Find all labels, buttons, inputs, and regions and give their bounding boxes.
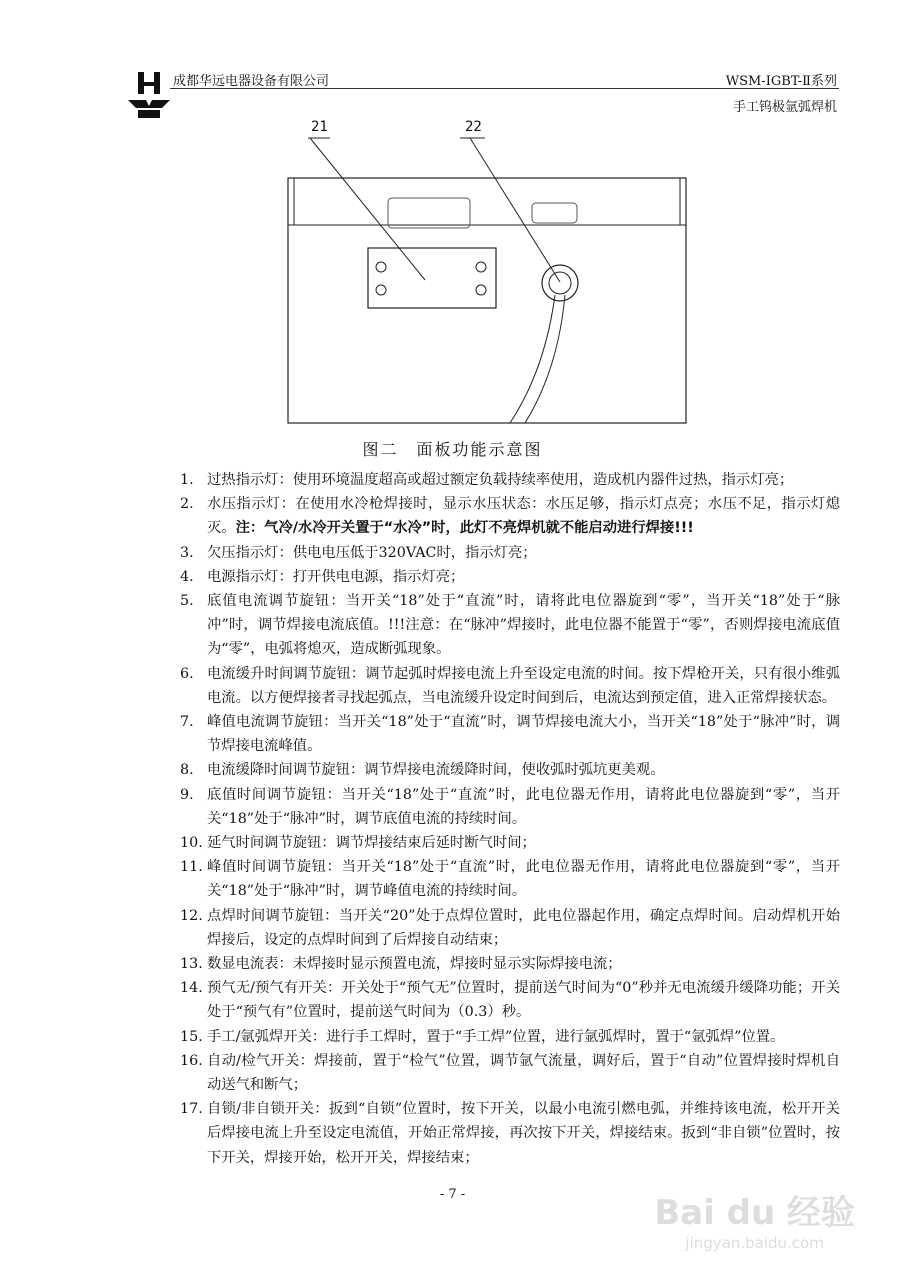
item-number: 3. <box>180 544 194 561</box>
item-number: 6. <box>180 665 194 682</box>
panel-diagram <box>260 130 700 430</box>
list-item <box>180 783 840 831</box>
list-item <box>180 468 840 492</box>
function-list <box>180 468 840 1170</box>
list-item <box>180 710 840 758</box>
item-number: 12. <box>180 907 203 924</box>
item-text: 底值电流调节旋钮：当开关“18”处于“直流”时，请将此电位器旋到“零”，当开关“18”处于“脉冲”时，调节焊接电流底值。!!!注意：在“脉冲”焊接时，此电位器不能置于“零”，否则焊接电流底值为“零”，电弧将熄灭，造成断弧现象。 <box>207 593 840 658</box>
item-number: 17. <box>180 1101 203 1118</box>
list-item <box>180 492 840 540</box>
item-text: 水压指示灯：在使用水冷枪焊接时，显示水压状态：水压足够，指示灯点亮；水压不足，指示灯熄灭。 <box>207 496 840 537</box>
company-logo-icon <box>128 72 170 120</box>
list-item <box>180 1025 840 1049</box>
callout-label-22: 22 <box>465 119 482 135</box>
list-item <box>180 662 840 710</box>
figure-caption: 图二 面板功能示意图 <box>362 440 543 459</box>
item-text: 预气无/预气有开关：开关处于“预气无”位置时，提前送气时间为“0”秒并无电流缓升缓降功能；开关处于“预气有”位置时，提前送气时间为（0.3）秒。 <box>207 980 840 1021</box>
item-number: 15. <box>180 1028 203 1045</box>
item-text: 自动/检气开关：焊接前，置于“检气”位置，调节氩气流量，调好后，置于“自动”位置焊接时焊机自动送气和断气； <box>207 1052 840 1094</box>
item-number: 5. <box>180 593 194 610</box>
item-number: 4. <box>180 568 194 585</box>
header-divider <box>170 88 839 89</box>
list-item <box>180 952 840 976</box>
list-item <box>180 1049 840 1097</box>
watermark-url: jingyan.baidu.com <box>685 1234 824 1252</box>
item-text: 峰值电流调节旋钮：当开关“18”处于“直流”时，调节焊接电流大小，当开关“18”处于“脉冲”时，调节焊接电流峰值。 <box>207 714 840 755</box>
watermark-brand: Bai du 经验 <box>654 1193 855 1233</box>
item-text: 延气时间调节旋钮：调节焊接结束后延时断气时间； <box>207 835 536 852</box>
item-text: 欠压指示灯：供电电压低于320VAC时，指示灯亮； <box>207 544 537 561</box>
list-item <box>180 976 840 1024</box>
item-number: 2. <box>180 496 194 513</box>
item-text: 过热指示灯：使用环境温度超高或超过额定负载持续率使用，造成机内器件过热，指示灯亮； <box>207 472 794 488</box>
item-text: 手工/氩弧焊开关：进行手工焊时，置于“手工焊”位置，进行氩弧焊时，置于“氩弧焊”位置。 <box>207 1028 785 1045</box>
item-number: 1. <box>180 472 194 488</box>
list-item <box>180 565 840 589</box>
list-item <box>180 589 840 662</box>
list-item <box>180 758 840 782</box>
item-number: 14. <box>180 980 203 997</box>
page-number: - 7 - <box>439 1187 466 1202</box>
item-text: 底值时间调节旋钮：当开关“18”处于“直流”时，此电位器无作用，请将此电位器旋到“零”，当开关“18”处于“脉冲”时，调节底值电流的持续时间。 <box>207 786 840 827</box>
item-number: 11. <box>180 859 203 876</box>
list-item <box>180 904 840 952</box>
item-number: 13. <box>180 956 203 973</box>
item-text: 电流缓升时间调节旋钮：调节起弧时焊接电流上升至设定电流的时间。按下焊枪开关，只有很小维弧电流。以方便焊接者寻找起弧点，当电流缓升设定时间到后，电流达到预定值，进入正常焊接状态。 <box>207 665 840 706</box>
callout-label-21: 21 <box>311 119 328 135</box>
item-number: 7. <box>180 714 194 731</box>
item-text: 数显电流表：未焊接时显示预置电流，焊接时显示实际焊接电流； <box>207 956 622 973</box>
item-number: 9. <box>180 786 194 803</box>
item-number: 10. <box>180 835 203 852</box>
item-text: 峰值时间调节旋钮：当开关“18”处于“直流”时，此电位器无作用，请将此电位器旋到“零”，当开关“18”处于“脉冲”时，调节峰值电流的持续时间。 <box>207 859 840 900</box>
item-text: 电源指示灯：打开供电电源，指示灯亮； <box>207 568 465 585</box>
list-item <box>180 831 840 855</box>
watermark-logo <box>654 1185 855 1252</box>
item-number: 8. <box>180 762 194 779</box>
list-item <box>180 1097 840 1170</box>
item-text: 自锁/非自锁开关：扳到“自锁”位置时，按下开关，以最小电流引燃电弧，并维持该电流，松开开关后焊接电流上升至设定电流值，开始正常焊接，再次按下开关，焊接结束。扳到“非自锁”位置时，按下开关，焊接开始，松开开关，焊接结束； <box>207 1101 840 1166</box>
model-series: WSM-IGBT-Ⅱ系列 <box>725 74 837 89</box>
item-text: 电流缓降时间调节旋钮：调节焊接电流缓降时间，使收弧时弧坑更美观。 <box>207 762 665 779</box>
item-number: 16. <box>180 1052 203 1069</box>
company-name: 成都华远电器设备有限公司 <box>173 74 330 89</box>
item-text: 点焊时间调节旋钮：当开关“20”处于点焊位置时，此电位器起作用，确定点焊时间。启动焊机开始焊接后，设定的点焊时间到了后焊接自动结束； <box>207 907 840 948</box>
list-item <box>180 541 840 565</box>
product-name: 手工钨极氩弧焊机 <box>732 100 837 115</box>
list-item <box>180 855 840 903</box>
item-warning: 注：气冷/水冷开关置于“水冷”时，此灯不亮焊机就不能启动进行焊接!!! <box>235 520 694 537</box>
